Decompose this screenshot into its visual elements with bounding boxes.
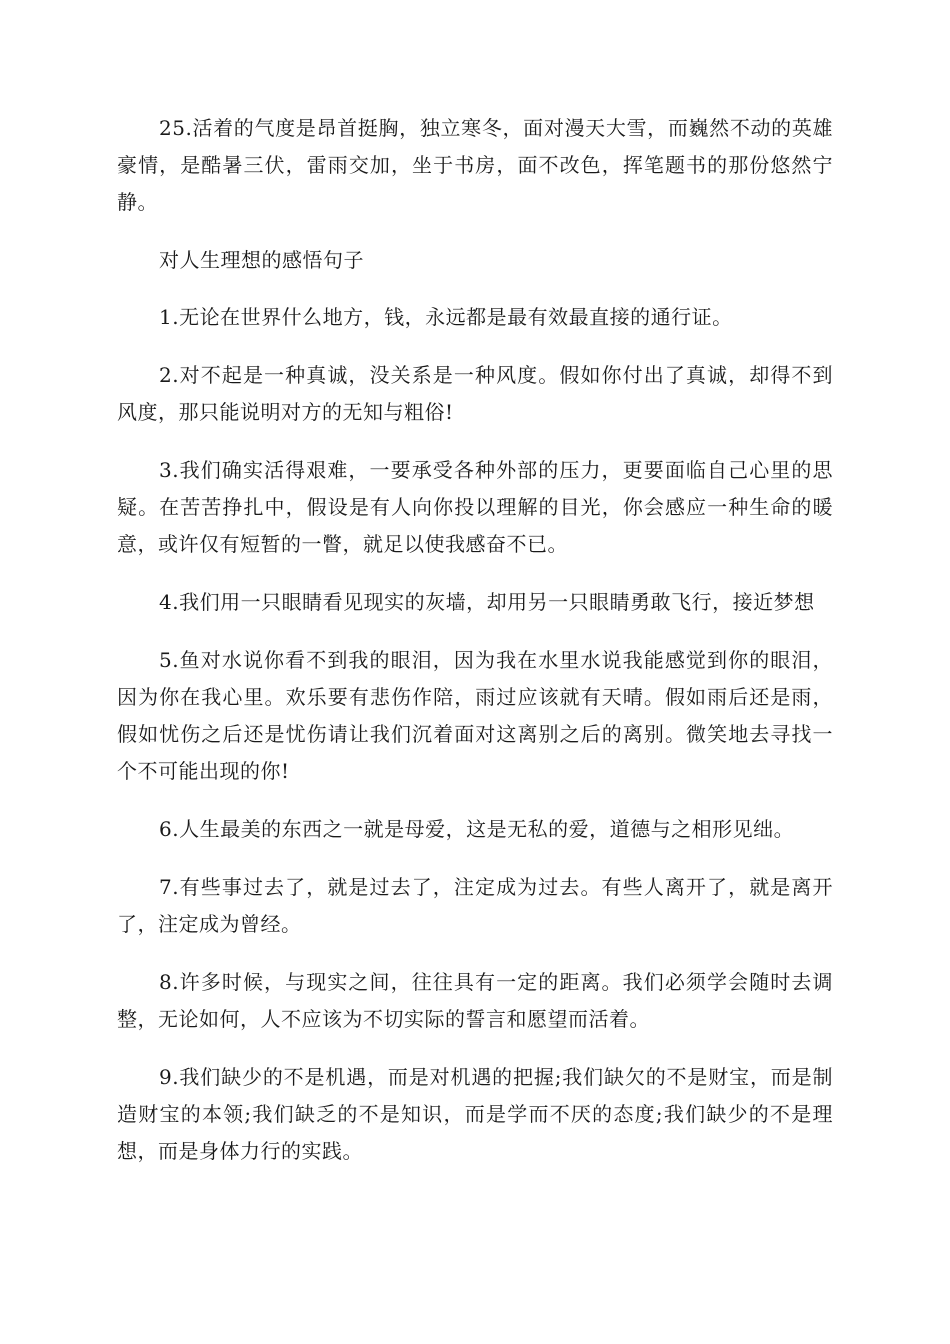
paragraph-8: 8.许多时候，与现实之间，往往具有一定的距离。我们必须学会随时去调整，无论如何，人不应该为不切实际的誓言和愿望而活着。 <box>117 970 833 1031</box>
paragraph-6: 6.人生最美的东西之一就是母爱，这是无私的爱，道德与之相形见绌。 <box>159 817 795 841</box>
section-heading: 对人生理想的感悟句子 <box>159 248 364 272</box>
paragraph-9: 9.我们缺少的不是机遇，而是对机遇的把握;我们缺欠的不是财宝，而是制造财宝的本领;我们缺乏的不是知识，而是学而不厌的态度;我们缺少的不是理想，而是身体力行的实践。 <box>117 1065 833 1163</box>
paragraph-2: 2.对不起是一种真诚，没关系是一种风度。假如你付出了真诚，却得不到风度，那只能说明对方的无知与粗俗! <box>117 363 833 424</box>
paragraph-3: 3.我们确实活得艰难，一要承受各种外部的压力，更要面临自己心里的思疑。在苦苦挣扎中，假设是有人向你投以理解的目光，你会感应一种生命的暖意，或许仅有短暂的一瞥，就足以使我感奋不已。 <box>117 458 833 556</box>
paragraph-5: 5.鱼对水说你看不到我的眼泪，因为我在水里水说我能感觉到你的眼泪，因为你在我心里。欢乐要有悲伤作陪，雨过应该就有天晴。假如雨后还是雨，假如忧伤之后还是忧伤请让我们沉着面对这离别之后的离别。微笑地去寻找一个不可能出现的你! <box>117 648 833 783</box>
paragraph-1: 1.无论在世界什么地方，钱，永远都是最有效最直接的通行证。 <box>159 305 733 329</box>
paragraph-4: 4.我们用一只眼睛看见现实的灰墙，却用另一只眼睛勇敢飞行，接近梦想 <box>159 590 815 614</box>
document-body <box>117 110 833 1191</box>
paragraph-25: 25.活着的气度是昂首挺胸，独立寒冬，面对漫天大雪，而巍然不动的英雄豪情，是酷暑三伏，雷雨交加，坐于书房，面不改色，挥笔题书的那份悠然宁静。 <box>117 116 833 214</box>
paragraph-7: 7.有些事过去了，就是过去了，注定成为过去。有些人离开了，就是离开了，注定成为曾经。 <box>117 875 833 936</box>
